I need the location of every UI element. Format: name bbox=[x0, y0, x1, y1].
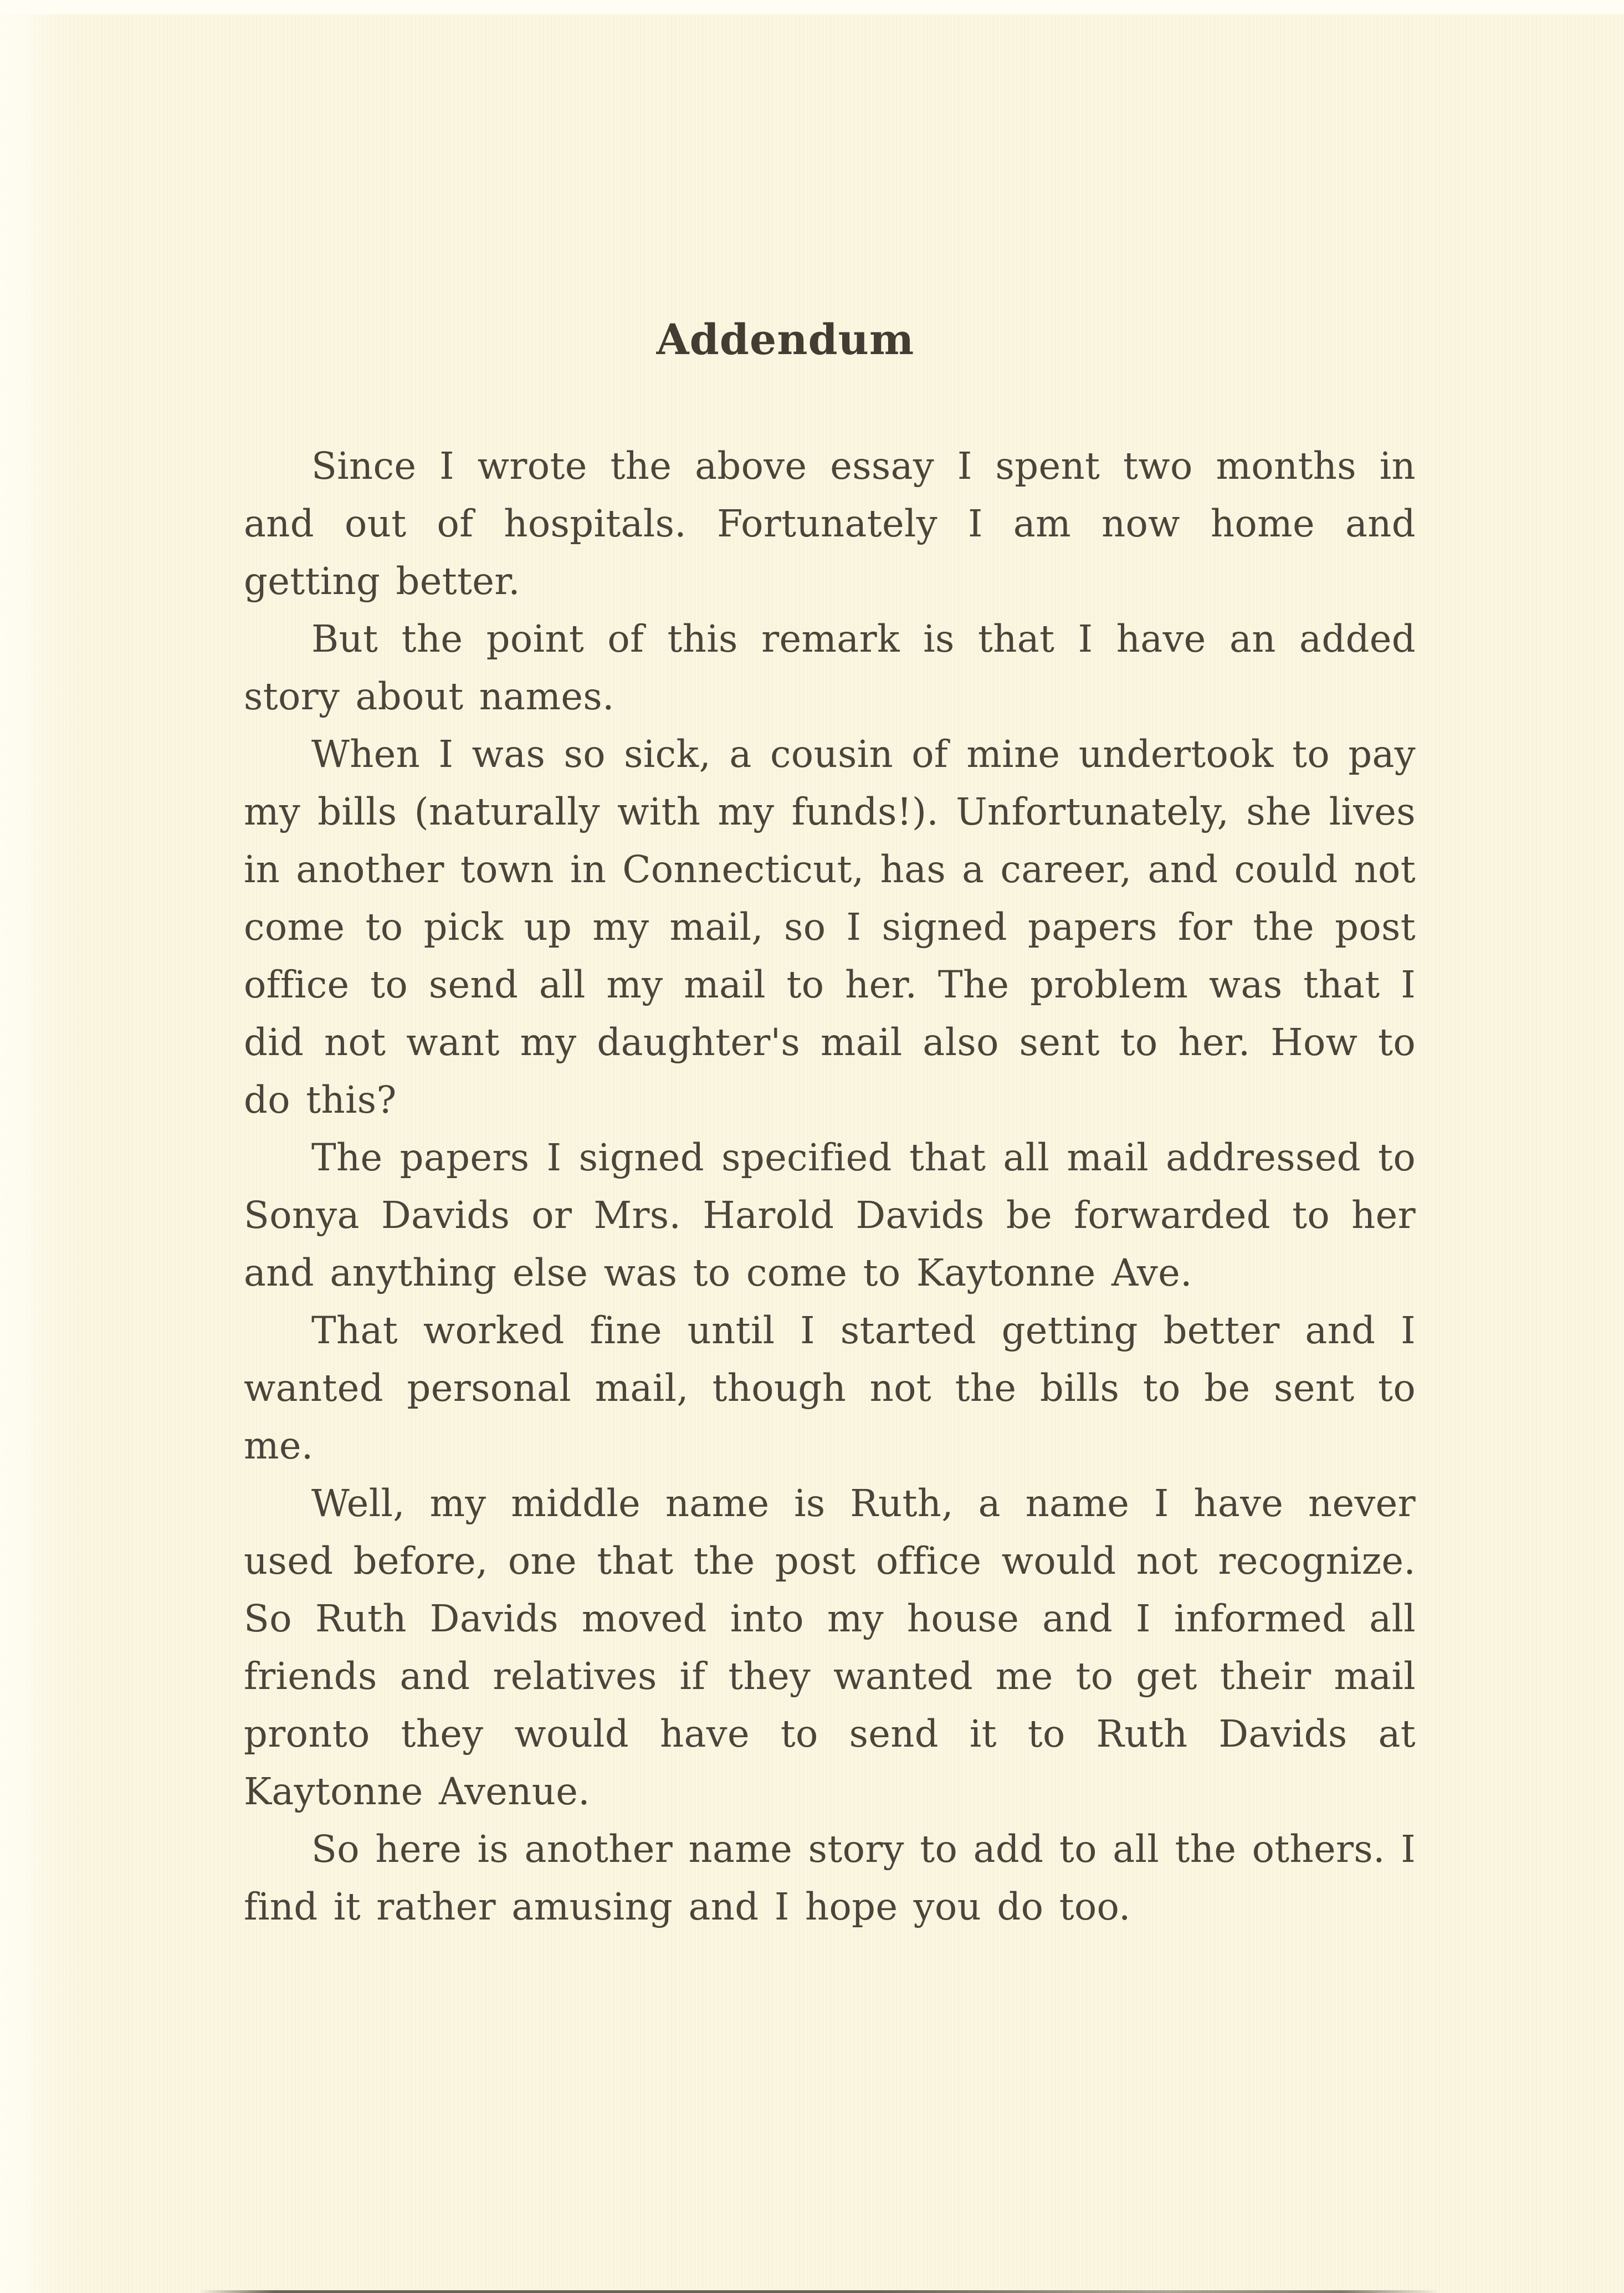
body-paragraph: Since I wrote the above essay I spent two months in and out of hospitals. Fortunately I am now home and getting better. bbox=[244, 444, 1416, 603]
page-heading: Addendum bbox=[656, 315, 915, 364]
body-paragraph: But the point of this remark is that I have an added story about names. bbox=[244, 617, 1416, 718]
body-paragraph: So here is another name story to add to all the others. I find it rather amusing and I hope you do too. bbox=[244, 1828, 1416, 1928]
body-paragraph: When I was so sick, a cousin of mine undertook to pay my bills (naturally with my funds!). Unfortunately, she lives in another town in Connecticut, has a career, and could not come to pick up my mail, so I signed papers for the post office to send all my mail to her. The problem was that I did not want my daughter's mail also sent to her. How to do this? bbox=[244, 733, 1416, 1122]
page-text-block bbox=[244, 315, 1416, 1936]
body-copy bbox=[244, 437, 1416, 1936]
body-paragraph: Well, my middle name is Ruth, a name I have never used before, one that the post office would not recognize. So Ruth Davids moved into my house and I informed all friends and relatives if they wanted me to get their mail pronto they would have to send it to Ruth Davids at Kaytonne Avenue. bbox=[244, 1482, 1416, 1813]
scan-bottom-line bbox=[199, 2290, 1441, 2293]
page-deckle-edge bbox=[0, 14, 83, 2293]
scan-top-edge bbox=[0, 0, 1624, 14]
body-paragraph: The papers I signed specified that all mail addressed to Sonya Davids or Mrs. Harold Davids be forwarded to her and anything else was to come to Kaytonne Ave. bbox=[244, 1136, 1416, 1294]
body-paragraph: That worked fine until I started getting better and I wanted personal mail, though not the bills to be sent to me. bbox=[244, 1309, 1416, 1467]
